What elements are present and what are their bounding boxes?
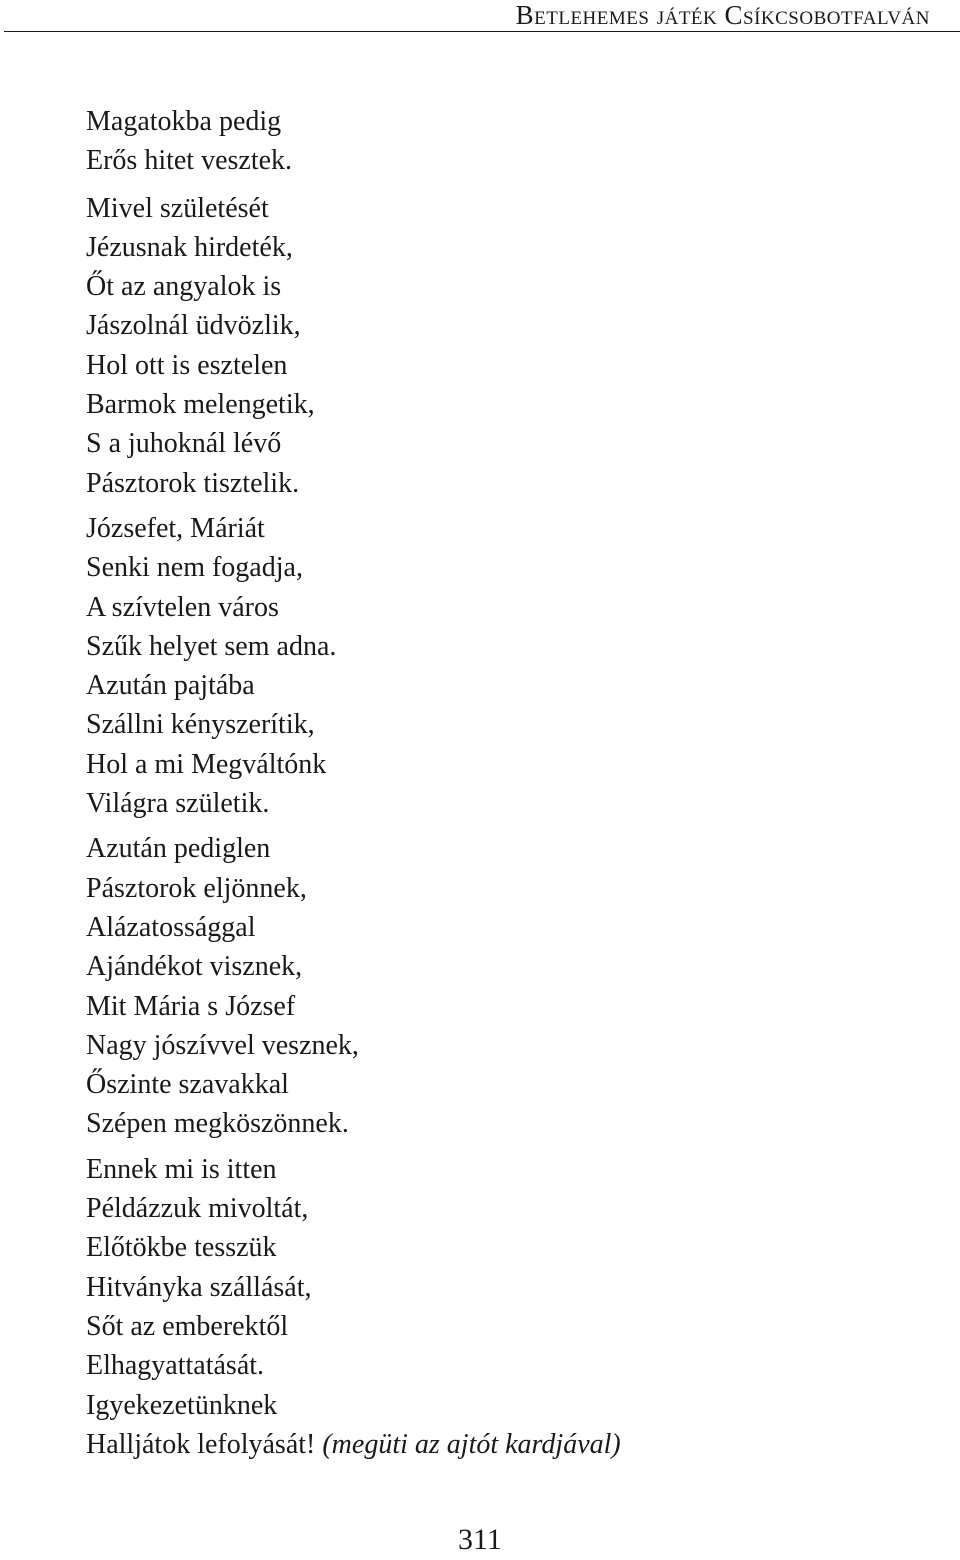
poem-line: Nagy jószívvel vesznek, bbox=[86, 1029, 359, 1061]
stanza-3 bbox=[86, 509, 906, 823]
poem bbox=[86, 102, 906, 1464]
poem-line: Mit Mária s József bbox=[86, 990, 296, 1022]
poem-line: Barmok melengetik, bbox=[86, 389, 315, 421]
stanza-2 bbox=[86, 189, 906, 503]
poem-line: Senki nem fogadja, bbox=[86, 552, 303, 584]
poem-line: Hitványka szállását, bbox=[86, 1271, 312, 1303]
poem-line: Magatokba pedig bbox=[86, 106, 282, 137]
poem-line: Igyekezetünknek bbox=[86, 1389, 278, 1421]
poem-line: Erős hitet vesztek. bbox=[86, 145, 293, 177]
running-header: Betlehemes játék Csíkcsobotfalván bbox=[515, 0, 930, 30]
poem-line: Őszinte szavakkal bbox=[86, 1069, 289, 1101]
poem-line: Őt az angyalok is bbox=[86, 271, 282, 303]
stage-direction: (megüti az ajtót kardjával) bbox=[322, 1428, 621, 1460]
page-number: 311 bbox=[458, 1523, 502, 1556]
poem-line: Hol ott is esztelen bbox=[86, 349, 288, 381]
poem-line: Józsefet, Máriát bbox=[86, 512, 265, 544]
poem-final-line bbox=[86, 1425, 906, 1464]
poem-line: Jézusnak hirdeték, bbox=[86, 231, 293, 263]
poem-line: Szépen megköszönnek. bbox=[86, 1108, 349, 1140]
poem-line: Elhagyattatását. bbox=[86, 1350, 265, 1382]
poem-line: Előtökbe tesszük bbox=[86, 1232, 277, 1264]
poem-line: Hol a mi Megváltónk bbox=[86, 748, 327, 780]
poem-line: Példázzuk mivoltát, bbox=[86, 1193, 309, 1225]
poem-line: Szállni kényszerítik, bbox=[86, 709, 315, 741]
poem-line: Mivel születését bbox=[86, 192, 269, 224]
poem-line: Jászolnál üdvözlik, bbox=[86, 310, 301, 342]
poem-line-text: Halljátok lefolyását! bbox=[86, 1428, 316, 1460]
poem-line: Világra születik. bbox=[86, 788, 270, 820]
poem-line: Azután pajtába bbox=[86, 670, 255, 702]
poem-line: Azután pediglen bbox=[86, 833, 271, 865]
stanza-1 bbox=[86, 102, 906, 181]
poem-line: Sőt az emberektől bbox=[86, 1310, 289, 1342]
poem-line: Pásztorok eljönnek, bbox=[86, 872, 307, 904]
poem-line: Ennek mi is itten bbox=[86, 1153, 277, 1185]
poem-line: Szűk helyet sem adna. bbox=[86, 630, 337, 662]
poem-line: Pásztorok tisztelik. bbox=[86, 467, 300, 499]
stanza-4 bbox=[86, 829, 906, 1143]
poem-line: A szívtelen város bbox=[86, 591, 279, 623]
header-rule bbox=[4, 31, 960, 32]
stanza-5 bbox=[86, 1150, 906, 1464]
poem-line: S a juhoknál lévő bbox=[86, 428, 282, 460]
poem-line: Ajándékot visznek, bbox=[86, 951, 303, 983]
poem-line: Alázatossággal bbox=[86, 911, 256, 943]
